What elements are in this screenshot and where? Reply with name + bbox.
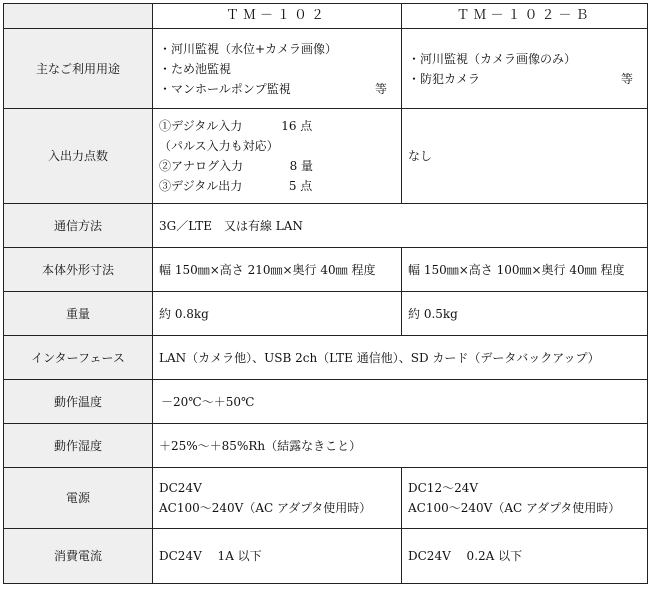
header-model-a: ＴＭ－１０２ — [153, 4, 402, 29]
io-item: ①デジタル入力 16 点 — [159, 119, 313, 133]
row-comm — [4, 204, 648, 248]
row-power — [4, 468, 648, 529]
power-a-line: AC100～240V（AC アダプタ使用時） — [159, 501, 372, 515]
usage-a-item: ・ため池監視 — [159, 61, 232, 76]
usage-a-item-last — [159, 79, 395, 99]
label-humidity: 動作湿度 — [4, 424, 153, 468]
row-interface — [4, 336, 648, 380]
weight-model-b: 約 0.5kg — [402, 292, 648, 336]
power-model-b — [402, 468, 648, 529]
row-weight — [4, 292, 648, 336]
power-b-line: DC12～24V — [408, 481, 479, 495]
usage-b-item: ・河川監視（カメラ画像のみ） — [408, 51, 577, 66]
size-model-a: 幅 150㎜×高さ 210㎜×奥行 40㎜ 程度 — [153, 248, 402, 292]
label-usage: 主なご利用用途 — [4, 29, 153, 109]
usage-b-item: ・防犯カメラ — [408, 71, 481, 86]
header-corner-cell — [4, 4, 153, 29]
size-model-b: 幅 150㎜×高さ 100㎜×奥行 40㎜ 程度 — [402, 248, 648, 292]
label-comm: 通信方法 — [4, 204, 153, 248]
consumption-model-a: DC24V 1A 以下 — [153, 529, 402, 584]
usage-a-item: ・マンホールポンプ監視 — [159, 81, 291, 96]
header-model-b: ＴＭ－１０２－Ｂ — [402, 4, 648, 29]
label-power: 電源 — [4, 468, 153, 529]
comm-value: 3G／LTE 又は有線 LAN — [153, 204, 648, 248]
usage-b-suffix: 等 — [620, 71, 633, 86]
humidity-value: ＋25%～＋85%Rh（結露なきこと） — [153, 424, 648, 468]
interface-value: LAN（カメラ他）、USB 2ch（LTE 通信他）、SD カード（データバックアップ） — [153, 336, 648, 380]
io-model-a — [153, 109, 402, 204]
io-item: ②アナログ入力 8 量 — [159, 159, 314, 173]
label-io: 入出力点数 — [4, 109, 153, 204]
spec-table — [3, 3, 648, 584]
label-consumption: 消費電流 — [4, 529, 153, 584]
temp-value: －20℃～＋50℃ — [153, 380, 648, 424]
row-size — [4, 248, 648, 292]
consumption-model-b: DC24V 0.2A 以下 — [402, 529, 648, 584]
usage-a-suffix: 等 — [374, 81, 387, 96]
row-humidity — [4, 424, 648, 468]
row-temp — [4, 380, 648, 424]
usage-model-b — [402, 29, 648, 109]
weight-model-a: 約 0.8kg — [153, 292, 402, 336]
usage-b-item-last — [408, 69, 641, 89]
io-model-b: なし — [402, 109, 648, 204]
io-item-note: （パルス入力も対応） — [159, 139, 279, 153]
power-model-a — [153, 468, 402, 529]
label-interface: インターフェース — [4, 336, 153, 380]
power-b-line: AC100～240V（AC アダプタ使用時） — [408, 501, 621, 515]
io-item: ③デジタル出力 5 点 — [159, 179, 313, 193]
label-size: 本体外形寸法 — [4, 248, 153, 292]
usage-model-a — [153, 29, 402, 109]
usage-a-item: ・河川監視（水位+カメラ画像） — [159, 41, 338, 56]
row-usage — [4, 29, 648, 109]
label-temp: 動作温度 — [4, 380, 153, 424]
row-consumption — [4, 529, 648, 584]
label-weight: 重量 — [4, 292, 153, 336]
power-a-line: DC24V — [159, 481, 202, 495]
row-io — [4, 109, 648, 204]
header-row — [4, 4, 648, 29]
